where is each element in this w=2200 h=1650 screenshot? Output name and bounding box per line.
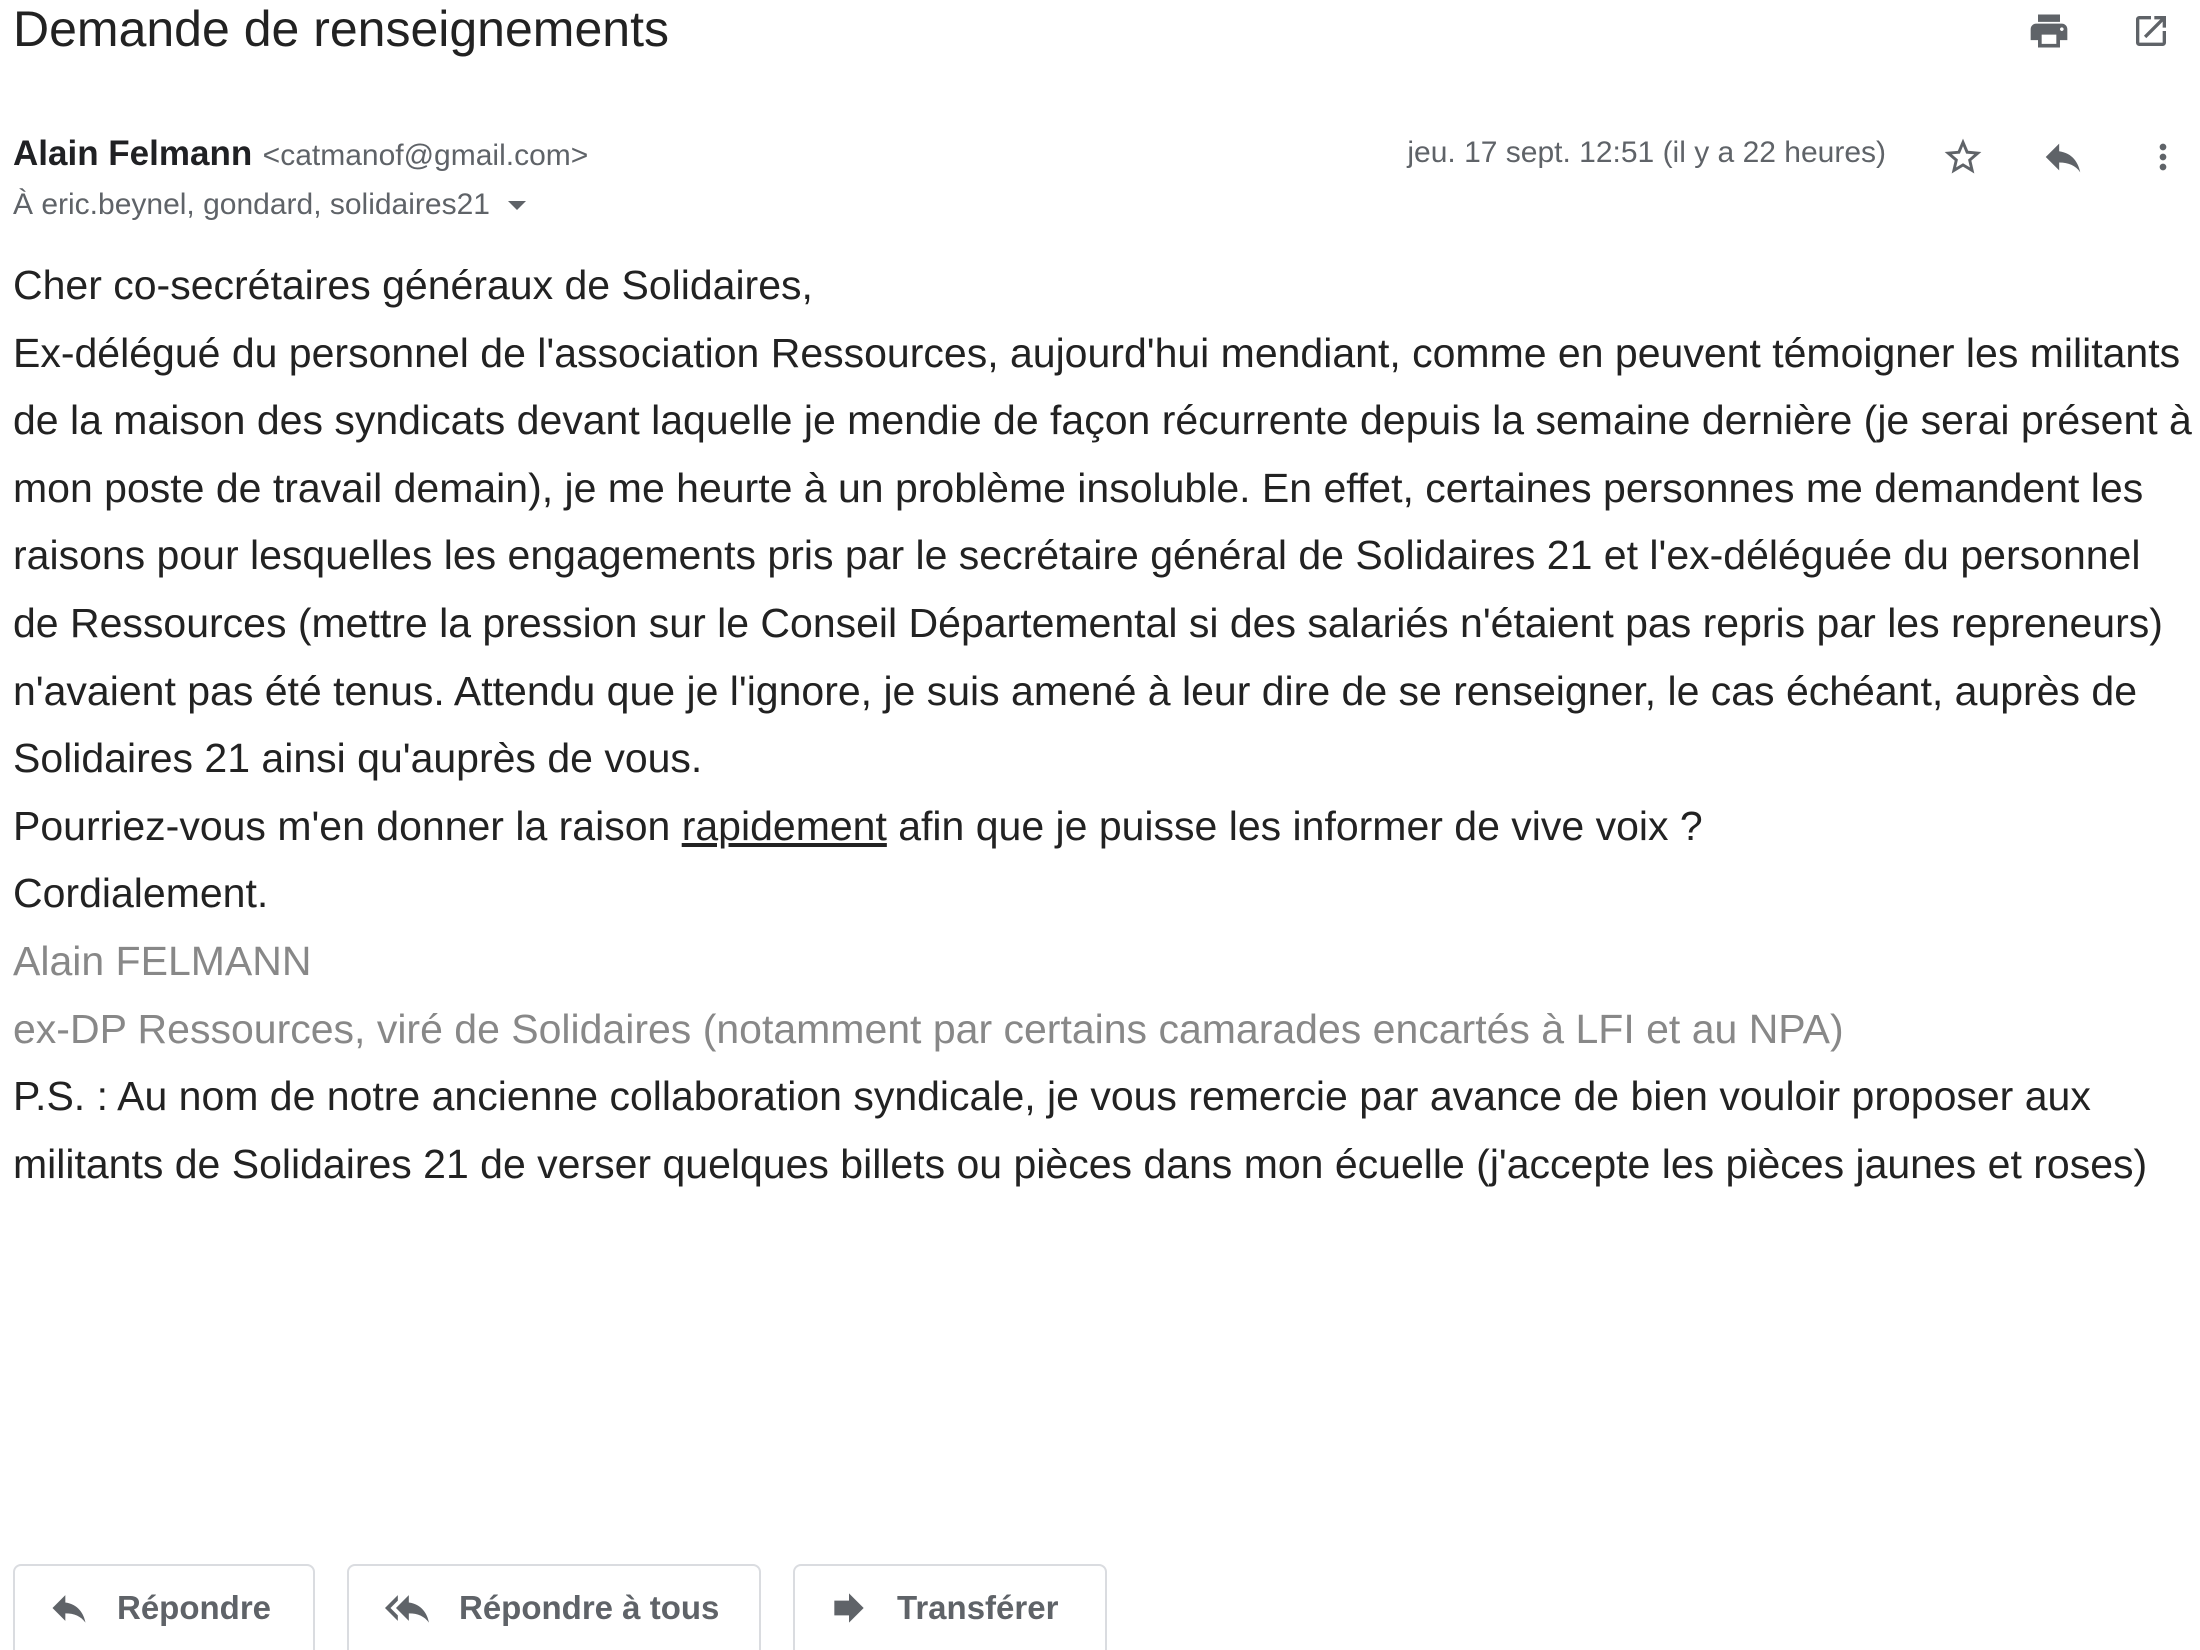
postscript: P.S. : Au nom de notre ancienne collaboration syndicale, je vous remercie par avance de bien vouloir proposer aux militants de Solidaires 21 de verser quelques billets ou pièces dans mon écuelle (j'accepte les pièces jaunes et roses) [13, 1073, 2148, 1187]
open-in-new-window-icon [2131, 11, 2171, 51]
bottom-actions [13, 1564, 1107, 1650]
reply-icon [47, 1586, 91, 1630]
forward-button[interactable] [793, 1564, 1107, 1650]
reply-all-icon [381, 1586, 433, 1630]
star-button[interactable] [1936, 130, 1990, 184]
star-icon [1941, 135, 1985, 179]
signature-title: ex-DP Ressources, viré de Solidaires (notamment par certains camarades encartés à LFI et au NPA) [13, 1005, 1844, 1052]
sender-name[interactable]: Alain Felmann [13, 134, 253, 173]
email-subject: Demande de renseignements [13, 1, 669, 57]
reply-icon [2040, 134, 2086, 180]
print-button[interactable] [2022, 4, 2076, 58]
body-paragraph: Ex-délégué du personnel de l'association Ressources, aujourd'hui mendiant, comme en peuvent témoigner les militants de la maison des syndicats devant laquelle je mendie de façon récurrente depuis la semaine dernière (je serai présent à mon poste de travail demain), je me heurte à un problème insoluble. En effet, certaines personnes me demandent les raisons pour lesquelles les engagements pris par le secrétaire général de Solidaires 21 et l'ex-déléguée du personnel de Ressources (mettre la pression sur le Conseil Départemental si des salariés n'étaient pas repris par les repreneurs) n'avaient pas été tenus. Attendu que je l'ignore, je suis amené à leur dire de se renseigner, le cas échéant, auprès de Solidaires 21 ainsi qu'auprès de vous. [13, 329, 2192, 782]
more-options-button[interactable] [2136, 130, 2190, 184]
reply-icon-button[interactable] [2036, 130, 2090, 184]
question-line [13, 793, 2193, 861]
reply-button[interactable] [13, 1564, 315, 1650]
sender-email: <catmanof@gmail.com> [262, 139, 589, 172]
question-underlined-word: rapidement [681, 802, 887, 849]
forward-label: Transférer [897, 1589, 1059, 1626]
greeting: Cher co-secrétaires généraux de Solidaires, [13, 262, 813, 308]
sender [13, 134, 588, 174]
open-in-new-window-button[interactable] [2124, 4, 2178, 58]
message-actions [1936, 130, 2190, 184]
question-text-after: afin que je puisse les informer de vive voix ? [886, 802, 1703, 849]
email-body [13, 252, 2193, 1198]
print-icon [2027, 9, 2071, 53]
recipients[interactable] [13, 188, 526, 222]
closing: Cordialement. [13, 870, 269, 917]
more-vertical-icon [2143, 137, 2183, 177]
reply-all-label: Répondre à tous [459, 1589, 720, 1626]
top-toolbar [2022, 4, 2178, 58]
question-text-before: Pourriez-vous m'en donner la raison [13, 802, 682, 849]
chevron-down-icon[interactable] [508, 201, 526, 210]
recipients-list: À eric.beynel, gondard, solidaires21 [13, 188, 490, 221]
email-date: jeu. 17 sept. 12:51 (il y a 22 heures) [1407, 136, 1886, 169]
reply-label: Répondre [117, 1589, 272, 1626]
reply-all-button[interactable] [347, 1564, 761, 1650]
forward-icon [827, 1586, 871, 1630]
signature-name: Alain FELMANN [13, 937, 312, 984]
